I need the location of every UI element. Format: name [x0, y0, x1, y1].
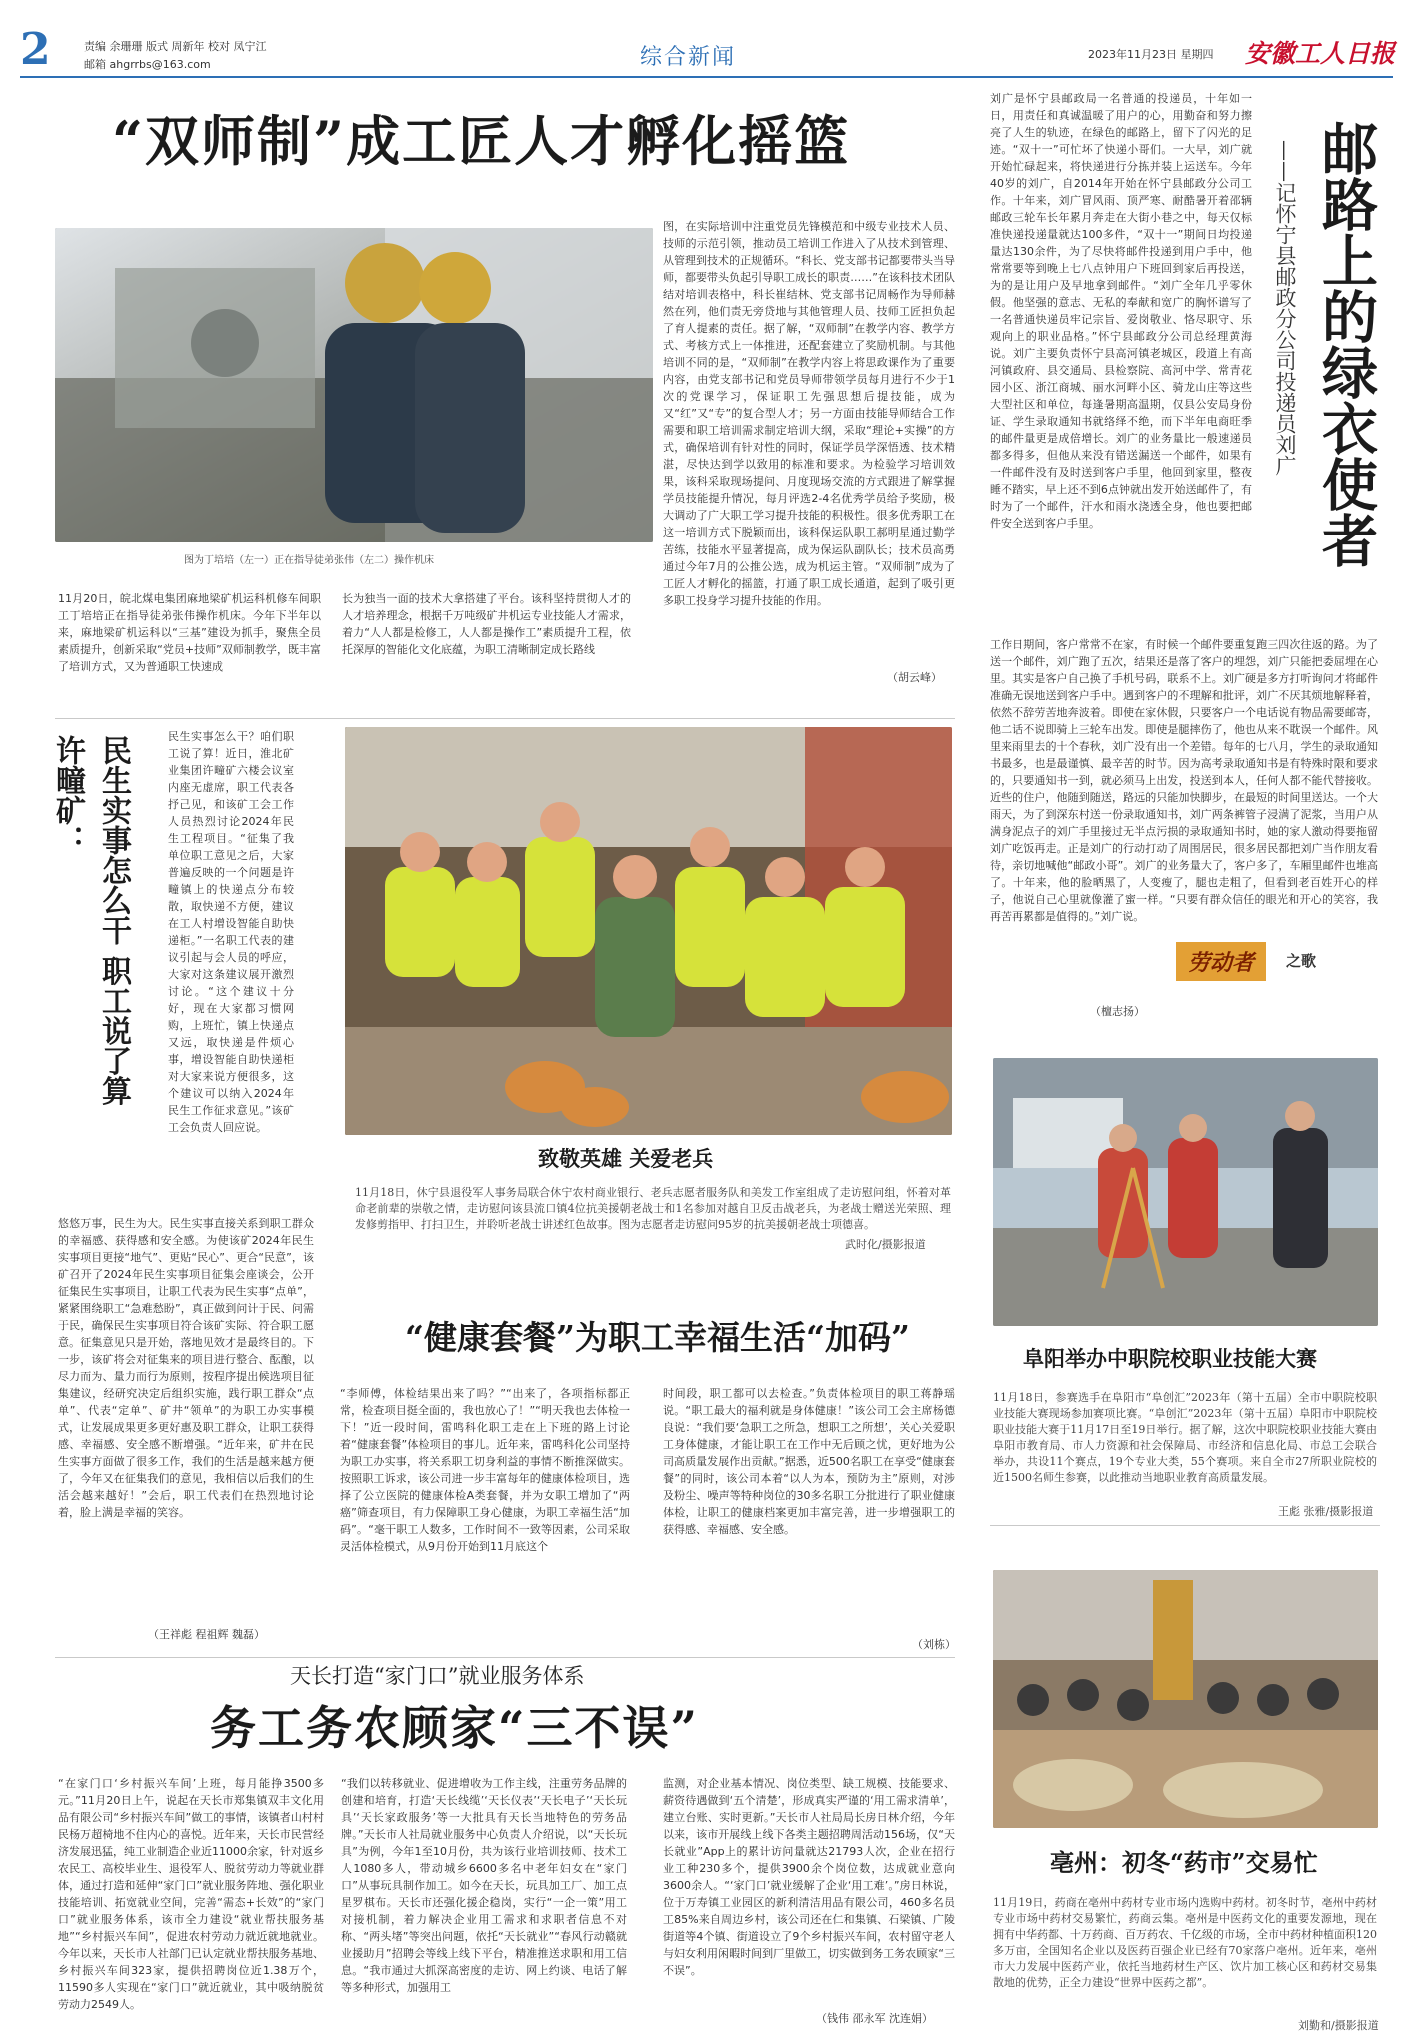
editor-line: 责编 余珊珊 版式 周新年 校对 凤宁江 [84, 40, 267, 53]
article8-caption: 11月19日，药商在亳州中药材专业市场内选购中药材。初冬时节，亳州中药材专业市场中药材交易繁忙，药商云集。亳州是中医药文化的重要发源地，现在拥有中华药都、十万药商、百万药农、千亿级的市场，全市中药材种植面积120多万亩，全国知名企业以及医药百强企业已经有70家落户亳州。近年来，亳州市大力发展中医药产业，依托当地药材生产区、饮片加工核心区和药材交易集散地的优势，正全力建设“世界中医药之都”。 [993, 1896, 1377, 1989]
article1-photo [55, 228, 653, 542]
article2-kicker: 许疃矿： [50, 735, 85, 855]
article4-col2: 时间段，职工都可以去检查。”负责体检项目的职工蒋静瑶说。“职工最大的福利就是身体健康！”该公司工会主席杨德良说：“我们要‘急职工之所急，想职工之所想’，关心关爱职工身体健康，才能让职工在工作中无后顾之忧，更好地为公司高质量发展作出贡献。”据悉，近500名职工在享受“健康套餐”的同时，该公司本着“以人为本，预防为主”原则，对涉及粉尘、噪声等特种岗位的30多名职工分批进行了职业健康体检，让职工的健康档案更加丰富完善，进一步增强职工的获得感、幸福感、安全感。 [663, 1387, 955, 1536]
divider [55, 1657, 955, 1658]
article8-photo [993, 1570, 1378, 1828]
article3-title: 致敬英雄 关爱老兵 [538, 1146, 714, 1171]
article6-title: 阜阳举办中职院校职业技能大赛 [1023, 1346, 1317, 1371]
paper-name: 安徽工人日报 [1245, 39, 1396, 68]
article3-photo [345, 727, 952, 1135]
article7-col1: “在家门口‘乡村振兴车间’上班，每月能挣3500多元。”11月20日上午，说起在天长市郑集镇双丰文化用品有限公司“乡村振兴车间”做工的事情，该镇者山村村民杨万超椅地不住内心的喜悦。近年来，天长市民营经济发展迅猛，纯工业制造企业近11000余家，针对返乡农民工、高校毕业生、退役军人、脱贫劳动力等就业群体，通过打造和延伸“家门口”就业服务阵地、强化职业技能培训、拓宽就业空间，完善“需态+长效”的“家门口”就业服务体系，该市全力建设“就业帮扶服务基地”“乡村振兴车间”，促进农村劳动力就近就地就业。今年以来，天长市人社部门已认定就业帮扶服务基地、乡村振兴车间323家，提供招聘岗位近1.38万个，11590多人实现在“家门口”就近就业，其中吸纳脱贫劳动力2549人。 [58, 1777, 324, 2011]
article1-col2: 长为独当一面的技术大拿搭建了平台。该科坚持贯彻人才的人才培养理念，根据千万吨级矿井机运专业技能人才需求，着力“人人都是检修工，人人都是操作工”素质提升工程，依托深厚的智能化文化底蕴，为职工清晰制定成长路线 [342, 592, 631, 656]
veteran-visit-image [345, 727, 952, 1135]
article5-title: 邮路上的绿衣使者 [1313, 120, 1379, 568]
issue-date: 2023年11月23日 星期四 [1088, 48, 1214, 61]
section-title: 综合新闻 [640, 45, 737, 70]
article4-col1: “李师傅，体检结果出来了吗？”“出来了，各项指标都正常，检查项目挺全面的，我也放心了！”“明天我也去体检一下！”近一段时间，雷鸣科化职工走在上下班的路上讨论着“健康套餐”体检项目的事儿。近年来，雷鸣科化公司坚持为职工办实事，将关系职工切身利益的事情不断推深做实。按照职工诉求，该公司进一步丰富每年的健康体检项目，选择了公立医院的健康体检A类套餐，并为女职工增加了“两癌”筛查项目，有力保障职工身心健康，为职工幸福生活“加码”。“毫干职工人数多，工作时间不一致等因素，公司采取灵活体检模式，从9月份开始到11月底这个 [340, 1387, 630, 1553]
article5-subtitle: ——记怀宁县邮政分公司投递员刘广 [1273, 140, 1297, 476]
article4-title: “健康套餐”为职工幸福生活“加码” [405, 1318, 910, 1357]
article1-col1: 11月20日，皖北煤电集团麻地梁矿机运科机修车间职工丁培培正在指导徒弟张伟操作机床。今年下半年以来，麻地梁矿机运科以“三基”建设为抓手，聚焦全员素质提升，创新采取“党员+技师”双师制教学，既丰富了培训方式，又为普通职工快速成 [58, 592, 321, 673]
article2-col-narrow: 民生实事怎么干？咱们职工说了算！近日，淮北矿业集团许疃矿六楼会议室内座无虚席，职工代表各抒己见，和该矿工会工作人员热烈讨论2024年民生工程项目。“征集了我单位职工意见之后，大家普遍反映的一个问题是许疃镇上的快递点分布较散，取快递不方便，建议在工人村增设智能自助快递柜。”一名职工代表的建议引起与会人员的呼应，大家对这条建议展开激烈讨论。“这个建议十分好，现在大家都习惯网购，上班忙，镇上快递点又远，取快递是件烦心事，增设智能自助快递柜对大家来说方便很多，这个建议可以纳入2024年民生工作征求意见。”该矿工会负责人回应说。 [168, 730, 294, 1134]
divider [990, 1525, 1380, 1526]
divider [55, 718, 955, 719]
article8-title: 亳州：初冬“药市”交易忙 [1050, 1848, 1318, 1877]
article6-caption: 11月18日，参赛选手在阜阳市“阜创汇”2023年（第十五届）全市中职院校职业技能大赛现场参加赛项比赛。“阜创汇”2023年（第十五届）阜阳市中职院校职业技能大赛于11月17日至19日举行。据了解，这次中职院校职业技能大赛由阜阳市教育局、市人力资源和社会保障局、市经济和信息化局、市总工会联合举办，共设11个赛点，19个专业大类，55个赛项。来自全市27所职业院校的近1500名师生参赛，以此推动当地职业教育高质量发展。 [993, 1391, 1377, 1484]
column-tag [1176, 942, 1378, 982]
column-tag-label: 劳动者 [1176, 942, 1266, 981]
article7-byline: （钱伟 邵永军 沈连娟） [816, 2012, 933, 2025]
article2-title: 民生实事怎么干 职工说了算 [96, 735, 131, 1106]
article7-kicker: 天长打造“家门口”就业服务体系 [290, 1664, 585, 1688]
article5-body1: 刘广是怀宁县邮政局一名普通的投递员，十年如一日，用责任和真诚温暖了用户的心，用勤奋和努力擦亮了人生的轨迹，在绿色的邮路上，留下了闪光的足迹。“双十一”可忙坏了快递小哥们。一大早，刘广就开始忙碌起来，将快递进行分拣并装上运送车。今年40岁的刘广，自2014年开始在怀宁县邮政分公司工作。十年来，刘广冒风雨、顶严寒、耐酷暑开着邵辆邮政三轮车长年累月奔走在大街小巷之中，每天仅标准快递投递量就达100多件，“双十一”期间日均投递量达130余件，为了尽快将邮件投递到用户手中，他常常要等到晚上七八点钟用户下班回到家后再投送，为的是让用户及早地拿到邮件。“刘广全年几乎零休假。他坚强的意志、无私的奉献和宽广的胸怀谱写了一名普通快递员牢记宗旨、爱岗敬业、恪尽职守、乐观向上的职业品格。”怀宁县邮政分公司总经理黄海说。刘广主要负责怀宁县高河镇老城区，段道上有高河镇政府、县交通局、县检察院、高河中学、常青花园小区、浙江商城、丽水河畔小区、骑龙山庄等这些大型社区和单位，每逢暑期高温期，仅县公安局身份证、学生录取通知书就络绎不绝，而下半年电商旺季的邮件量更是成倍增长。刘广的业务量比一般速递员都多得多，但他从来没有错送漏送一个邮件，如果有一件邮件没有及时送到客户手里，他回到家里，整夜睡不踏实，早上还不到6点钟就出发开始送邮件了，有时为了一个邮件，汗水和雨水浇透全身，他也要把邮件安全送到客户手里。 [990, 92, 1252, 530]
article6-credit: 王彪 张雅/摄影报道 [1278, 1505, 1374, 1518]
page-number: 2 [20, 24, 51, 75]
column-tag-suffix: 之歌 [1286, 952, 1317, 970]
email-line: 邮箱 ahgrrbs@163.com [84, 58, 211, 71]
article7-col3: 监测，对企业基本情况、岗位类型、缺工规模、技能要求、薪资待遇做到‘五个清楚’，形成真实严谨的‘用工需求清单’，建立台账、实时更新。”天长市人社局局长房日林介绍，今年以来，该市开展线上线下各类主题招聘周活动156场，仅“天长就业”App上的累计访问量就达21793人次，企业在招行业工种230多个，提供3900余个岗位数，达成就业意向3600余人。“‘家门口’就业缓解了企业‘用工难’。”房日林说，位于万寿镇工业园区的新利清洁用品有限公司，460多名员工85%来自周边乡村，该公司还在仁和集镇、石梁镇、广陵街道等4个镇、街道设立了9个乡村振兴车间，农村留守老人与妇女利用闲暇时间到厂里做工，切实做到务工务农顾家“三不误”。 [663, 1777, 955, 1977]
article4-byline: （刘栋） [912, 1638, 956, 1651]
article3-caption: 11月18日，休宁县退役军人事务局联合休宁农村商业银行、老兵志愿者服务队和美发工作室组成了走访慰问组，怀着对革命老前辈的崇敬之情，走访慰问该县流口镇4位抗美援朝老战士和1名参加对越自卫反击战老兵，为老战士赠送光荣照、理发修剪指甲、打扫卫生，并聆听老战士讲述红色故事。图为志愿者走访慰问95岁的抗美援朝老战士项德喜。 [355, 1186, 951, 1231]
article7-col2: “我们以转移就业、促进增收为工作主线，注重劳务品牌的创建和培育，打造‘天长线缆’‘天长仪表’‘天长电子’‘天长玩具’‘天长家政服务’等一大批具有天长当地特色的劳务品牌。”天长市人社局就业服务中心负责人介绍说，以“天长玩具”为例，今年1至10月份，共为该行业培训技师、技术工人1080多人，带动城乡6600多名中老年妇女在“家门口”从事玩具制作加工。如今在天长，玩具加工厂、加工点星罗棋布。天长市还强化援企稳岗，实行“一企一策”用工对接机制，着力解决企业用工需求和求职者信息不对称、“两头堵”等突出问题，依托“天长就业”“春风行动赣就业援助月”招聘会等线上线下平台，精准推送求职和用工信息。“我市通过大抓深高密度的走访、网上约谈、电话了解等多种形式，加强用工 [341, 1777, 627, 1994]
article8-credit: 刘勤和/摄影报道 [1298, 2019, 1379, 2032]
article6-photo [993, 1058, 1378, 1326]
article2-byline: （王祥彪 程祖辉 魏磊） [148, 1628, 265, 1641]
article5-byline: （檀志扬） [1090, 1005, 1145, 1018]
article5-body2: 工作日期间，客户常常不在家，有时候一个邮件要重复跑三四次往返的路。为了送一个邮件，刘广跑了五次，结果还是落了客户的埋怨，刘广只能把委屈埋在心里。其实是客户自己换了手机号码，联系不上。刘广硬是多方打听询问才将邮件准确无误地送到客户手中。遇到客户的不理解和批评，刘广不厌其烦地解释着，依然不辞劳苦地奔波着。即使在家休假，只要客户一个电话说有物品需要邮寄，他二话不说即骑上三轮车出发。即使是腿摔伤了，他也从来不耽误一个邮件。风里来雨里去的十个春秋，刘广没有出一个差错。每年的七八月，学生的录取通知书最多，也是最谨慎、最辛苦的时节。因为高考录取通知书是有特殊时限和要求的，只要通知书一到，就必须马上出发，投送到本人，任何人都不能代替接收。近些的住户，他随到随送，路远的只能加快脚步，在最短的时间里送达。一个大雨天，为了到深东村送一份录取通知书，刘广两条裤管子浸满了泥浆，当用户从满身泥点子的刘广手里接过无半点污损的录取通知书时，她的家人激动得要拖留刘广吃饭再走。正是刘广的行动打动了周围居民，很多居民都把刘广当作朋友看待，亲切地喊他“邮政小哥”。刘广的业务量大了，客户多了，车厢里邮件也堆高了。十年来，他的脸晒黑了，人变瘦了，腿也走粗了，但看到老百姓开心的样子，他说自己心里就像灌了蜜一样。“只要有群众信任的眼光和开心的笑容，我再苦再累都是值得的。”刘广说。 [990, 638, 1378, 923]
herb-market-image [993, 1570, 1378, 1828]
skills-contest-image [993, 1058, 1378, 1326]
masthead-rule [20, 76, 1393, 78]
article2-col-full: 悠悠万事，民生为大。民生实事直接关系到职工群众的幸福感、获得感和安全感。为使该矿2024年民生实事项目更接“地气”、更贴“民心”、更合“民意”，该矿召开了2024年民生实事项目征集会座谈会，公开征集民生实事项目，让职工代表为民生实事“点单”，紧紧围绕职工“急难愁盼”，真正做到问计于民、问需于民，确保民生实事项目符合该矿实际、符合职工愿意。征集意见只是开始，落地见效才是最终目的。下一步，该矿将会对征集来的项目进行整合、酝酿，以尽力而为、量力而行为原则，按程序提出候选项目征集建议，经研究决定后组织实施，践行职工群众“点单”、代表“定单”、矿井“领单”的为职工办实事模式，让发展成果更多更好惠及职工群众，让职工获得感、幸福感、安全感不断增强。“近年来，矿井在民生实事方面做了很多工作，我们的生活是越来越方便了，今年又在征集我们的意见，我相信以后我们的生活会越来越好！”会后，职工代表们在热烈地讨论着，脸上满是幸福的笑容。 [58, 1217, 314, 1519]
article7-title: 务工务农顾家“三不误” [210, 1701, 699, 1755]
article1-photo-caption: 图为丁培培（左一）正在指导徒弟张伟（左二）操作机床 [184, 555, 434, 566]
article1-col3: 图，在实际培训中注重党员先锋模范和中级专业技术人员、技师的示范引领，推动员工培训工作进入了从技术到管理、从管理到技术的正规循环。“科长、党支部书记都要带头当导师，都要带头负起引导职工成长的职责……”在该科技术团队结对培训表格中，科长崔结林、党支部书记周畅作为导师赫然在列，他们责无旁贷地与其他管理人员、技师工匠担负起了育人提素的责任。据了解，“双师制”在教学内容、教学方式、考核方式上一体推进，还配套建立了奖励机制。与其他培训不同的是，“双师制”在教学内容上将思政课作为了重要内容，由党支部书记和党员导师带领学员每月进行不少于1次的党课学习，保证职工先强思想后提技能，成为又“红”又“专”的复合型人才；另一方面由技能导师结合工作需要和职工培训需求制定培训大纲，采取“理论+实操”的方式，确保培训有针对性的同时，保证学员学深悟透、技术精湛，尽快达到学以致用的标准和要求。为检验学习培训效果，该科采取现场提问、月度现场交流的方式跟进了解掌握学员技能提升情况，每月评选2-4名优秀学员给予奖励，极大调动了广大职工学习提升技能的积极性。很多优秀职工在这一培训方式下脱颖而出，该科保运队职工郝明星通过勤学苦练，技能水平显著提高，成为保运队副队长；技术员高勇通过今年7月的公推公选，成为机运主管。“双师制”成为了工匠人才孵化的摇篮，打通了职工成长通道，起到了吸引更多职工投身学习提升技能的作用。 [663, 220, 955, 607]
machining-scene-image [55, 228, 653, 542]
article3-credit: 武时化/摄影报道 [845, 1238, 926, 1251]
article1-byline: （胡云峰） [887, 671, 942, 684]
article1-title: “双师制”成工匠人才孵化摇篮 [112, 109, 851, 173]
